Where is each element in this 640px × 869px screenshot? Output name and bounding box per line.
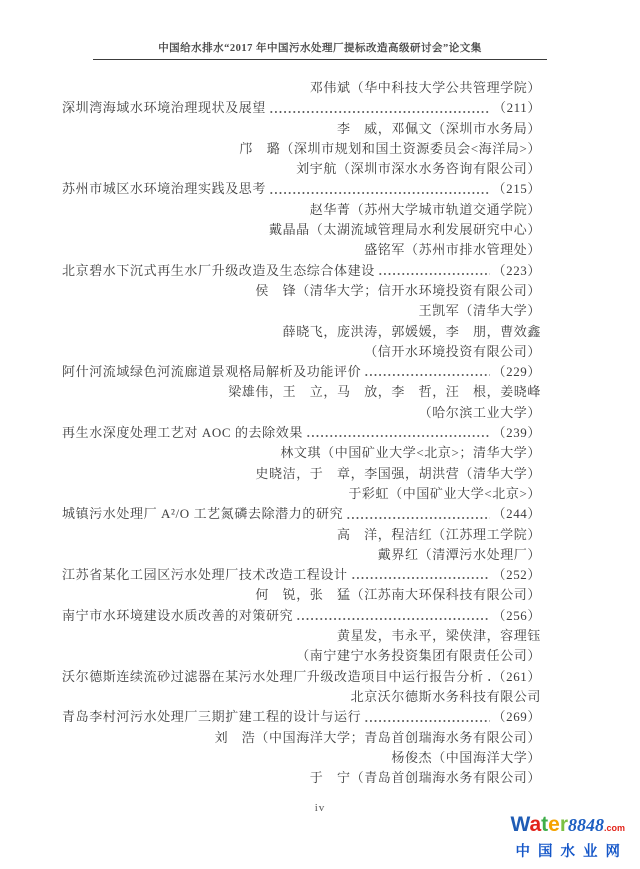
- toc-author-row: 赵华菁（苏州大学城市轨道交通学院）: [309, 201, 541, 217]
- toc-entry-title: 苏州市城区水环境治理实践及思考: [62, 181, 267, 197]
- toc-entry-page-number: （261）: [492, 668, 541, 684]
- toc-author-row: 侯 锋（清华大学；信开水环境投资有限公司）: [255, 282, 541, 298]
- toc-entry-title: 深圳湾海域水环境治理现状及展望: [62, 100, 267, 116]
- toc-author-row: 刘 浩（中国海洋大学；青岛首创瑞海水务有限公司）: [214, 729, 541, 745]
- logo-letter: W: [510, 813, 530, 836]
- dot-leader: [364, 718, 489, 724]
- toc-title-row: [62, 504, 541, 524]
- logo-letter: e: [548, 813, 560, 836]
- toc-author-row: （南宁建宁水务投资集团有限责任公司）: [296, 648, 541, 664]
- toc-author-row: 邝 璐（深圳市规划和国土资源委员会<海洋局>）: [239, 140, 541, 156]
- toc-entry-page-number: （244）: [492, 506, 541, 522]
- toc-entry-page-number: （229）: [492, 364, 541, 380]
- water8848-logo: [508, 814, 629, 861]
- dot-leader: [296, 616, 489, 622]
- logo-8848-text: 8848: [568, 815, 605, 835]
- toc-entry-page-number: （256）: [492, 607, 541, 623]
- toc-author-row: 邓伟斌（华中科技大学公共管理学院）: [309, 80, 541, 95]
- dot-leader: [306, 433, 490, 439]
- toc-entry-title: 沃尔德斯连续流砂过滤器在某污水处理厂升级改造项目中运行报告分析: [62, 668, 484, 684]
- page-header: [93, 40, 547, 60]
- footer-page-number: iv: [314, 802, 326, 814]
- toc-author-row: 高 洋，程洁红（江苏理工学院）: [336, 526, 541, 542]
- toc-entry-title: 江苏省某化工园区污水处理厂技术改造工程设计: [62, 567, 348, 583]
- toc-title-row: [62, 423, 541, 443]
- toc-title-row: [62, 261, 541, 281]
- toc-author-row: 王凯军（清华大学）: [418, 303, 541, 319]
- toc-title-row: [62, 362, 541, 382]
- toc-author-row: 于彩虹（中国矿业大学<北京>）: [348, 485, 541, 501]
- header-rule-divider: [93, 59, 547, 60]
- dot-leader: [346, 515, 489, 521]
- dot-leader: [378, 271, 490, 277]
- logo-letter: r: [559, 813, 569, 836]
- toc-author-row: 何 锐，张 猛（江苏南大环保科技有限公司）: [255, 587, 541, 603]
- dot-leader: [487, 677, 490, 683]
- logo-wordmark: [508, 814, 629, 839]
- logo-water-text: [510, 813, 569, 836]
- toc-author-row: （哈尔滨工业大学）: [418, 404, 541, 420]
- toc-author-row: 林文琪（中国矿业大学<北京>；清华大学）: [280, 445, 541, 461]
- toc-entry-title: 北京碧水下沉式再生水厂升级改造及生态综合体建设: [62, 262, 375, 278]
- toc-entry-title: 城镇污水处理厂 A²/O 工艺氮磷去除潜力的研究: [62, 506, 344, 522]
- toc-author-row: 史晓洁，于 章，李国强，胡洪营（清华大学）: [255, 465, 541, 481]
- dot-leader: [351, 575, 490, 581]
- toc-author-row: 于 宁（青岛首创瑞海水务有限公司）: [309, 770, 541, 786]
- logo-com-text: .com: [604, 823, 626, 833]
- logo-letter: t: [541, 813, 549, 836]
- toc-entry-page-number: （215）: [492, 181, 541, 197]
- toc-entry-title: 南宁市水环境建设水质改善的对策研究: [62, 607, 294, 623]
- toc-author-row: 戴界红（清潭污水处理厂）: [377, 546, 541, 562]
- header-title: 中国给水排水“2017 年中国污水处理厂提标改造高级研讨会”论文集: [158, 43, 482, 54]
- logo-letter: a: [529, 813, 542, 836]
- dot-leader: [269, 190, 489, 196]
- toc-author-row: 薛晓飞，庞洪涛，郭媛媛，李 朋，曹效鑫: [282, 323, 541, 339]
- toc-title-row: [62, 667, 541, 687]
- toc-author-row: 戴晶晶（太湖流域管理局水利发展研究中心）: [268, 222, 541, 238]
- toc-title-row: [62, 606, 541, 626]
- toc-entry-page-number: （211）: [492, 100, 541, 116]
- toc-entry-page-number: （269）: [492, 709, 541, 725]
- toc-author-row: 黄星发，韦永平，梁侠津，容理钰: [336, 628, 541, 644]
- dot-leader: [269, 109, 490, 115]
- toc-author-row: 盛铭军（苏州市排水管理处）: [364, 242, 541, 258]
- dot-leader: [364, 372, 489, 378]
- toc-title-row: [62, 98, 541, 118]
- toc-author-row: （信开水环境投资有限公司）: [364, 343, 541, 359]
- toc-entry-page-number: （223）: [492, 262, 541, 278]
- toc-entry-title: 阿什河流域绿色河流廊道景观格局解析及功能评价: [62, 364, 362, 380]
- toc-author-row: 北京沃尔德斯水务科技有限公司: [350, 688, 541, 704]
- toc-author-row: 杨俊杰（中国海洋大学）: [391, 749, 541, 765]
- logo-tagline-text: 中国水业网: [515, 844, 628, 860]
- toc-list: [62, 78, 541, 788]
- toc-author-row: 刘宇航（深圳市深水水务咨询有限公司）: [296, 161, 541, 177]
- toc-author-row: 梁雄伟，王 立，马 放，李 哲，汪 根，姜晓峰: [228, 384, 541, 400]
- toc-author-row: 李 威，邓佩文（深圳市水务局）: [336, 120, 541, 136]
- toc-entry-page-number: （239）: [492, 425, 541, 441]
- toc-title-row: [62, 707, 541, 727]
- toc-entry-title: 再生水深度处理工艺对 AOC 的去除效果: [62, 425, 303, 441]
- toc-entry-page-number: （252）: [492, 567, 541, 583]
- toc-title-row: [62, 565, 541, 585]
- toc-entry-title: 青岛李村河污水处理厂三期扩建工程的设计与运行: [62, 709, 362, 725]
- toc-title-row: [62, 179, 541, 199]
